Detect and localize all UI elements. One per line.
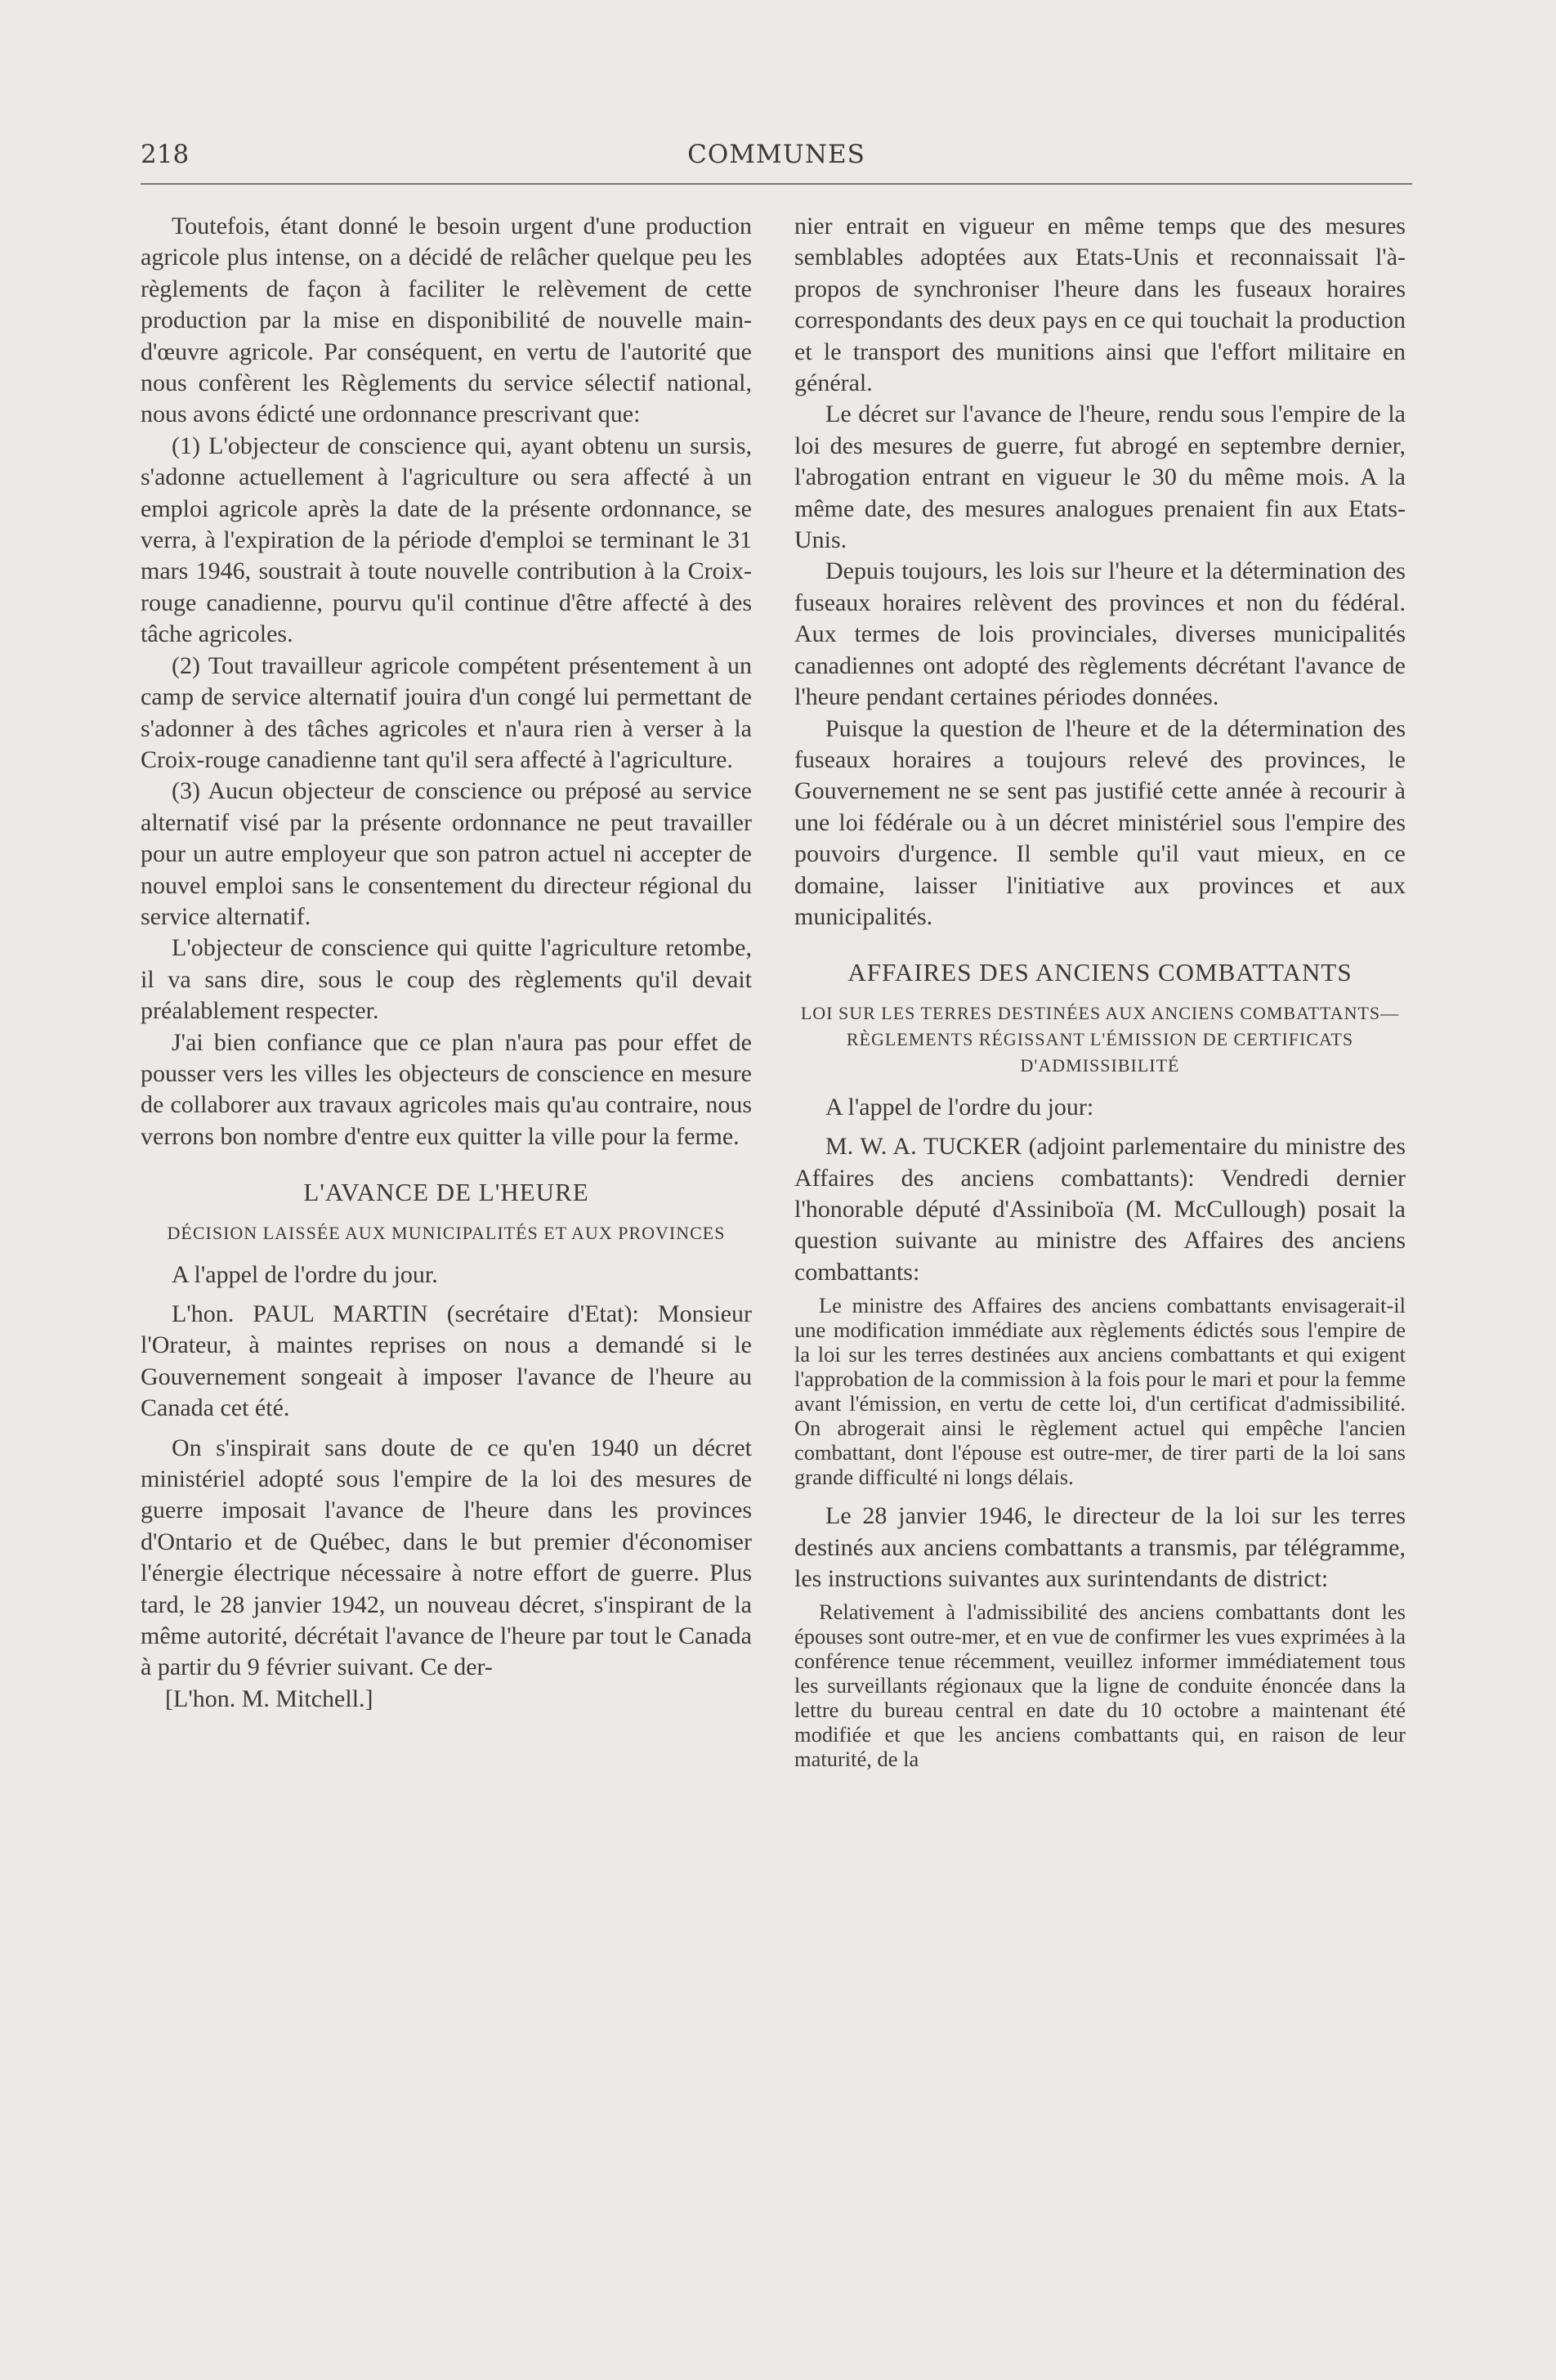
paragraph: J'ai bien confiance que ce plan n'aura pas pour effet de pousser vers les villes les objecteurs de conscience en mesure de collaborer aux travaux agricoles mais qu'au contraire, nous verrons bon nombre d'entre eux quitter la ville pour la ferme. — [141, 1028, 752, 1150]
quoted-telegram: Relativement à l'admissibilité des anciens combattants dont les épouses sont outre-mer, et en vue de confirmer les vues exprimées à la conférence tenue récemment, veuillez informer immédiatement tous les surveillants régionaux que la ligne de conduite énoncée dans la lettre du bureau central en date du 10 octobre a maintenant été modifiée et que les anciens combattants qui, en raison de leur maturité, de la — [794, 1599, 1406, 1772]
left-column — [141, 211, 752, 1715]
page-number: 218 — [141, 140, 190, 169]
quoted-question: Le ministre des Affaires des anciens combattants envisagerait-il une modification immédiate aux règlements édictés sous l'empire de la loi sur les terres destinées aux anciens combattants et qui exigent l'approbation de la commission à la fois pour le mari et pour la femme avant l'émission, en vertu de cette loi, d'un certificat d'admissibilité. On abrogerait ainsi le règlement actuel qui empêche l'ancien combattant, dont l'épouse est outre-mer, de tirer parti de la loi sans grande difficulté ni longs délais. — [794, 1293, 1406, 1490]
paragraph: L'objecteur de conscience qui quitte l'agriculture retombe, il va sans dire, sous le coup des règlements qu'il devait préalablement respecter. — [141, 934, 752, 1025]
paragraph: Puisque la question de l'heure et de la détermination des fuseaux horaires a toujours relevé des provinces, le Gouvernement ne se sent pas justifié cette année à recourir à une loi fédérale ou à un décret ministériel sous l'empire des pouvoirs d'urgence. Il semble qu'il vaut mieux, en ce domaine, laisser l'initiative aux provinces et aux municipalités. — [794, 714, 1406, 930]
paragraph: (2) Tout travailleur agricole compétent présentement à un camp de service alternatif jouira d'un congé lui permettant de s'adonner à des tâches agricoles et n'aura rien à verser à la Croix-rouge canadienne tant qu'il sera affecté à l'agriculture. — [141, 651, 752, 773]
paragraph: M. W. A. TUCKER (adjoint parlementaire du ministre des Affaires des anciens combattants): Vendredi dernier l'honorable député d'Assiniboïa (M. McCullough) posait la question suivante au ministre des Affaires des anciens combattants: — [794, 1133, 1406, 1286]
paragraph: Le décret sur l'avance de l'heure, rendu sous l'empire de la loi des mesures de guerre, fut abrogé en septembre dernier, l'abrogation entrant en vigueur le 30 du même mois. A la même date, des mesures analogues prenaient fin aux Etats-Unis. — [794, 400, 1406, 554]
right-column — [794, 211, 1406, 1783]
speaker-footnote: [L'hon. M. Mitchell.] — [165, 1684, 373, 1712]
section-subheading: LOI SUR LES TERRES DESTINÉES AUX ANCIENS COMBATTANTS—RÈGLEMENTS RÉGISSANT L'ÉMISSION DE CERTIFICATS D'ADMISSIBILITÉ — [800, 1002, 1400, 1076]
paragraph: Depuis toujours, les lois sur l'heure et la détermination des fuseaux horaires relèvent des provinces et non du fédéral. Aux termes de lois provinciales, diverses municipalités canadiennes ont adopté des règlements décrétant l'avance de l'heure pendant certaines périodes données. — [794, 557, 1406, 711]
paragraph: (3) Aucun objecteur de conscience ou préposé au service alternatif visé par la présente ordonnance ne peut travailler pour un autre employeur que son patron actuel ni accepter de nouvel emploi sans le consentement du directeur régional du service alternatif. — [141, 777, 752, 930]
paragraph: (1) L'objecteur de conscience qui, ayant obtenu un sursis, s'adonne actuellement à l'agriculture ou sera affecté à un emploi agricole après la date de la présente ordonnance, se verra, à l'expiration de la période d'emploi se terminant le 31 mars 1946, soustrait à toute nouvelle contribution à la Croix-rouge canadienne, pourvu qu'il continue d'être affecté à des tâche agricoles. — [141, 432, 752, 648]
paragraph: A l'appel de l'ordre du jour. — [172, 1260, 438, 1288]
running-title: COMMUNES — [687, 140, 865, 169]
section-subheading: DÉCISION LAISSÉE AUX MUNICIPALITÉS ET AUX PROVINCES — [167, 1222, 726, 1243]
page-header — [141, 135, 1412, 171]
paragraph: On s'inspirait sans doute de ce qu'en 1940 un décret ministériel adopté sous l'empire de la loi des mesures de guerre imposait l'avance de l'heure dans les provinces d'Ontario et de Québec, dans le but premier d'économiser l'énergie électrique nécessaire à notre effort de guerre. Plus tard, le 28 janvier 1942, un nouveau décret, s'inspirant de la même autorité, décrétait l'avance de l'heure par tout le Canada à partir du 9 février suivant. Ce der- — [141, 1434, 752, 1681]
paragraph: L'hon. PAUL MARTIN (secrétaire d'Etat): Monsieur l'Orateur, à maintes reprises on nous a demandé si le Gouvernement songeait à imposer l'avance de l'heure au Canada cet été. — [141, 1300, 752, 1422]
header-rule — [141, 183, 1412, 185]
paragraph: A l'appel de l'ordre du jour: — [825, 1093, 1094, 1121]
paragraph: Le 28 janvier 1946, le directeur de la loi sur les terres destinés aux anciens combattants a transmis, par télégramme, les instructions suivantes aux surintendants de district: — [794, 1502, 1406, 1592]
paragraph: nier entrait en vigueur en même temps que des mesures semblables adoptées aux Etats-Unis et reconnaissait l'à-propos de synchroniser l'heure dans les fuseaux horaires correspondants des deux pays en ce qui touchait la production et le transport des munitions ainsi que l'effort militaire en général. — [794, 212, 1406, 397]
section-heading: L'AVANCE DE L'HEURE — [303, 1178, 589, 1207]
paragraph: Toutefois, étant donné le besoin urgent d'une production agricole plus intense, on a décidé de relâcher quelque peu les règlements de façon à faciliter le relèvement de cette production par la mise en disponibilité de nouvelle main-d'œuvre agricole. Par conséquent, en vertu de l'autorité que nous confèrent les Règlements du service sélectif national, nous avons édicté une ordonnance prescrivant que: — [141, 212, 752, 428]
section-heading: AFFAIRES DES ANCIENS COMBATTANTS — [847, 958, 1353, 987]
